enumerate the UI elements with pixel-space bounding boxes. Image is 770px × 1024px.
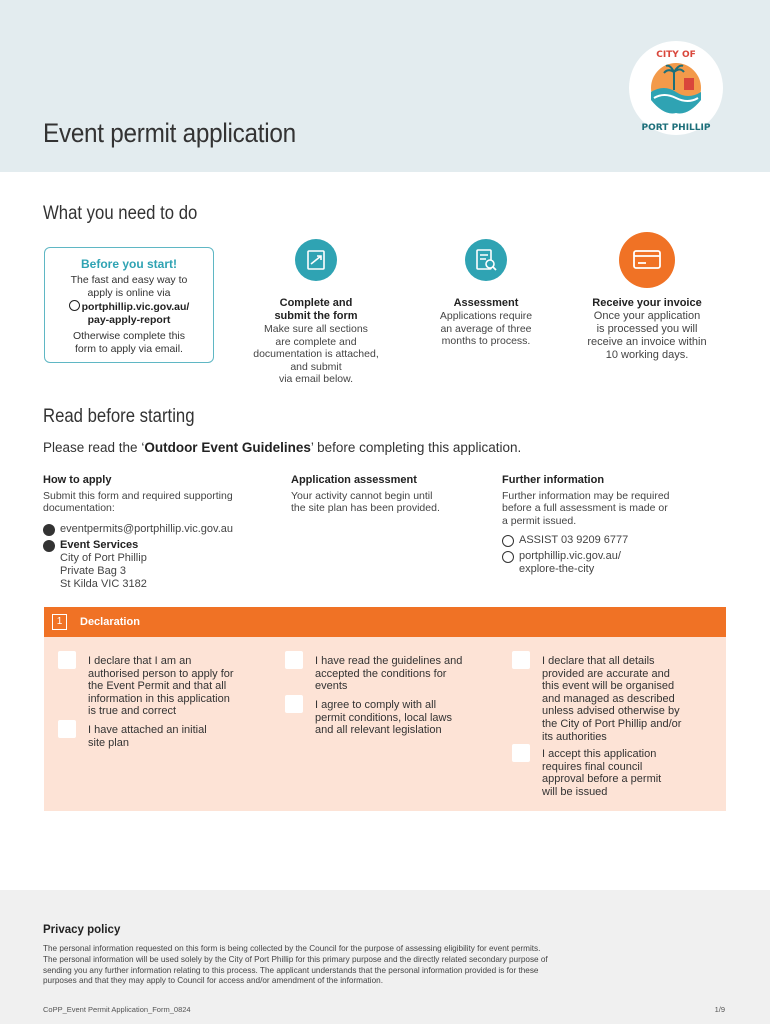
section-heading-what-you-need: What you need to do bbox=[43, 203, 198, 224]
step-title: Complete and bbox=[279, 297, 353, 309]
text-line: permit conditions, local laws bbox=[315, 711, 452, 724]
declaration-checkbox-comply[interactable] bbox=[285, 695, 303, 713]
email-icon bbox=[43, 524, 55, 536]
text-line: unless advised otherwise by bbox=[542, 705, 680, 718]
column-heading: How to apply bbox=[43, 474, 112, 486]
before-text bbox=[45, 274, 213, 300]
how-to-apply-column bbox=[43, 474, 278, 591]
document-id: CoPP_Event Permit Application_Form_0824 bbox=[43, 1005, 191, 1014]
column-text: Submit this form and required supporting bbox=[43, 489, 233, 502]
before-you-start-box bbox=[44, 247, 214, 363]
text-line: requires final council bbox=[542, 760, 643, 773]
text-line: I agree to comply with all bbox=[315, 699, 437, 711]
text-line: the City of Port Phillip and/or bbox=[542, 717, 682, 730]
step-text: receive an invoice within bbox=[587, 336, 707, 348]
declaration-text bbox=[315, 655, 462, 693]
declaration-checkbox-authorised[interactable] bbox=[58, 651, 76, 669]
step-receive-invoice bbox=[571, 297, 723, 362]
text-line: I have attached an initial bbox=[88, 724, 207, 736]
text-line: I have read the guidelines and bbox=[315, 655, 463, 667]
privacy-line: The personal information requested on this form is being collected by the Council for the purpose of assessing eligibility for event permits. bbox=[43, 944, 541, 953]
address-line: Private Bag 3 bbox=[60, 564, 127, 577]
before-text bbox=[45, 330, 213, 356]
text-line: this event will be organised bbox=[542, 680, 675, 693]
declaration-checkbox-guidelines[interactable] bbox=[285, 651, 303, 669]
text-line: information in this application bbox=[88, 692, 230, 705]
email-address[interactable]: eventpermits@portphillip.vic.gov.au bbox=[60, 522, 233, 535]
city-of-port-phillip-logo bbox=[624, 40, 728, 136]
document-search-icon bbox=[465, 239, 507, 281]
address-line: St Kilda VIC 3182 bbox=[60, 577, 147, 590]
declaration-checkbox-approval[interactable] bbox=[512, 744, 530, 762]
guidelines-pre: Please read the ‘ bbox=[43, 440, 145, 455]
text-line: the Event Permit and that all bbox=[88, 680, 227, 693]
step-title: Receive your invoice bbox=[592, 297, 702, 309]
page-title: Event permit application bbox=[43, 118, 296, 148]
privacy-policy-section bbox=[0, 890, 770, 1024]
step-title: submit the form bbox=[274, 310, 358, 322]
step-text: 10 working days. bbox=[605, 349, 689, 361]
before-line: apply is online via bbox=[87, 287, 171, 299]
page-header bbox=[0, 0, 770, 172]
text-line: will be issued bbox=[542, 785, 608, 798]
step-text: and submit bbox=[290, 360, 342, 373]
text-line: its authorities bbox=[542, 730, 607, 743]
application-assessment-column bbox=[291, 474, 481, 515]
apply-online-link[interactable] bbox=[45, 300, 213, 327]
website-row[interactable] bbox=[502, 550, 712, 576]
before-line: form to apply via email. bbox=[75, 343, 183, 355]
declaration-text bbox=[315, 699, 452, 737]
text-line: and all relevant legislation bbox=[315, 724, 442, 737]
declaration-checkbox-accurate[interactable] bbox=[512, 651, 530, 669]
column-heading: Further information bbox=[502, 474, 605, 486]
mail-icon bbox=[43, 540, 55, 552]
section-number: 1 bbox=[52, 614, 67, 630]
column-text: Further information may be required bbox=[502, 489, 670, 502]
text-line: I declare that all details bbox=[542, 655, 655, 667]
address-line: City of Port Phillip bbox=[60, 551, 147, 564]
step-text: Make sure all sections bbox=[264, 323, 368, 335]
step-text: Applications require bbox=[439, 310, 533, 322]
before-line: Otherwise complete this bbox=[72, 330, 186, 342]
step-text: months to process. bbox=[441, 335, 531, 348]
link-text[interactable]: portphillip.vic.gov.au/ bbox=[81, 301, 190, 313]
privacy-line: purposes and that they may apply to Council for access and/or amendment of the information. bbox=[43, 976, 383, 986]
privacy-text bbox=[43, 944, 723, 987]
guidelines-link: Outdoor Event Guidelines bbox=[144, 440, 311, 455]
column-heading: Application assessment bbox=[291, 474, 417, 486]
declaration-text bbox=[88, 655, 234, 718]
text-line: provided are accurate and bbox=[542, 667, 670, 680]
text-line: site plan bbox=[88, 736, 129, 749]
services-name: Event Services bbox=[60, 539, 139, 551]
further-information-column bbox=[502, 474, 712, 576]
declaration-text bbox=[88, 724, 207, 749]
text-line: approval before a permit bbox=[542, 773, 662, 786]
section-heading-read-before: Read before starting bbox=[43, 406, 195, 427]
text-line: and managed as described bbox=[542, 692, 675, 705]
text-line: I declare that I am an bbox=[88, 655, 192, 667]
form-submit-icon bbox=[295, 239, 337, 281]
column-text: before a full assessment is made or bbox=[502, 502, 668, 514]
privacy-heading: Privacy policy bbox=[43, 924, 121, 936]
globe-icon bbox=[69, 300, 80, 311]
declaration-checkbox-site-plan[interactable] bbox=[58, 720, 76, 738]
text-line: is true and correct bbox=[88, 705, 177, 718]
page-number: 1/9 bbox=[714, 1005, 725, 1014]
step-title: Assessment bbox=[453, 297, 519, 309]
text-line: authorised person to apply for bbox=[88, 667, 234, 680]
column-text: Your activity cannot begin until bbox=[291, 489, 433, 502]
text-line: accepted the conditions for bbox=[315, 667, 447, 680]
step-text: documentation is attached, bbox=[253, 348, 379, 361]
phone-number[interactable]: ASSIST 03 9209 6777 bbox=[519, 534, 629, 546]
step-text: an average of three bbox=[440, 322, 532, 335]
step-text: are complete and bbox=[275, 335, 357, 348]
declaration-title: Declaration bbox=[80, 616, 140, 628]
column-text: the site plan has been provided. bbox=[291, 502, 440, 514]
before-line: The fast and easy way to bbox=[70, 274, 188, 286]
globe-icon bbox=[502, 551, 514, 563]
website-link[interactable]: portphillip.vic.gov.au/ bbox=[519, 549, 621, 562]
website-link[interactable]: explore-the-city bbox=[519, 562, 595, 575]
postal-row bbox=[43, 539, 278, 591]
declaration-header bbox=[44, 607, 726, 637]
logo-top-text: CITY OF bbox=[656, 50, 696, 60]
text-line: events bbox=[315, 680, 348, 693]
step-text: via email below. bbox=[278, 373, 354, 386]
invoice-card-icon bbox=[619, 232, 675, 288]
privacy-line: The personal information will be used solely by the City of Port Phillip for this primary purpose and the directly related secondary purpose of bbox=[43, 954, 548, 964]
logo-bottom-text: PORT PHILLIP bbox=[641, 123, 711, 133]
declaration-text bbox=[542, 748, 661, 798]
declaration-text bbox=[542, 655, 681, 743]
step-assessment bbox=[416, 297, 556, 348]
email-row[interactable] bbox=[43, 523, 278, 536]
privacy-line: sending you any further information relating to this process. The applicant understands that the personal information provided is for these bbox=[43, 965, 539, 975]
step-text: is processed you will bbox=[596, 323, 698, 335]
step-complete-submit bbox=[236, 297, 396, 386]
text-line: I accept this application bbox=[542, 748, 657, 760]
guidelines-post: ’ before completing this application. bbox=[310, 440, 522, 455]
phone-row[interactable] bbox=[502, 534, 712, 547]
guidelines-notice bbox=[43, 440, 521, 455]
column-text: a permit issued. bbox=[502, 514, 577, 527]
step-text: Once your application bbox=[593, 310, 701, 322]
declaration-panel bbox=[44, 637, 726, 811]
before-title: Before you start! bbox=[80, 257, 178, 271]
link-text[interactable]: pay-apply-report bbox=[87, 314, 171, 326]
phone-icon bbox=[502, 535, 514, 547]
column-text: documentation: bbox=[43, 502, 115, 514]
